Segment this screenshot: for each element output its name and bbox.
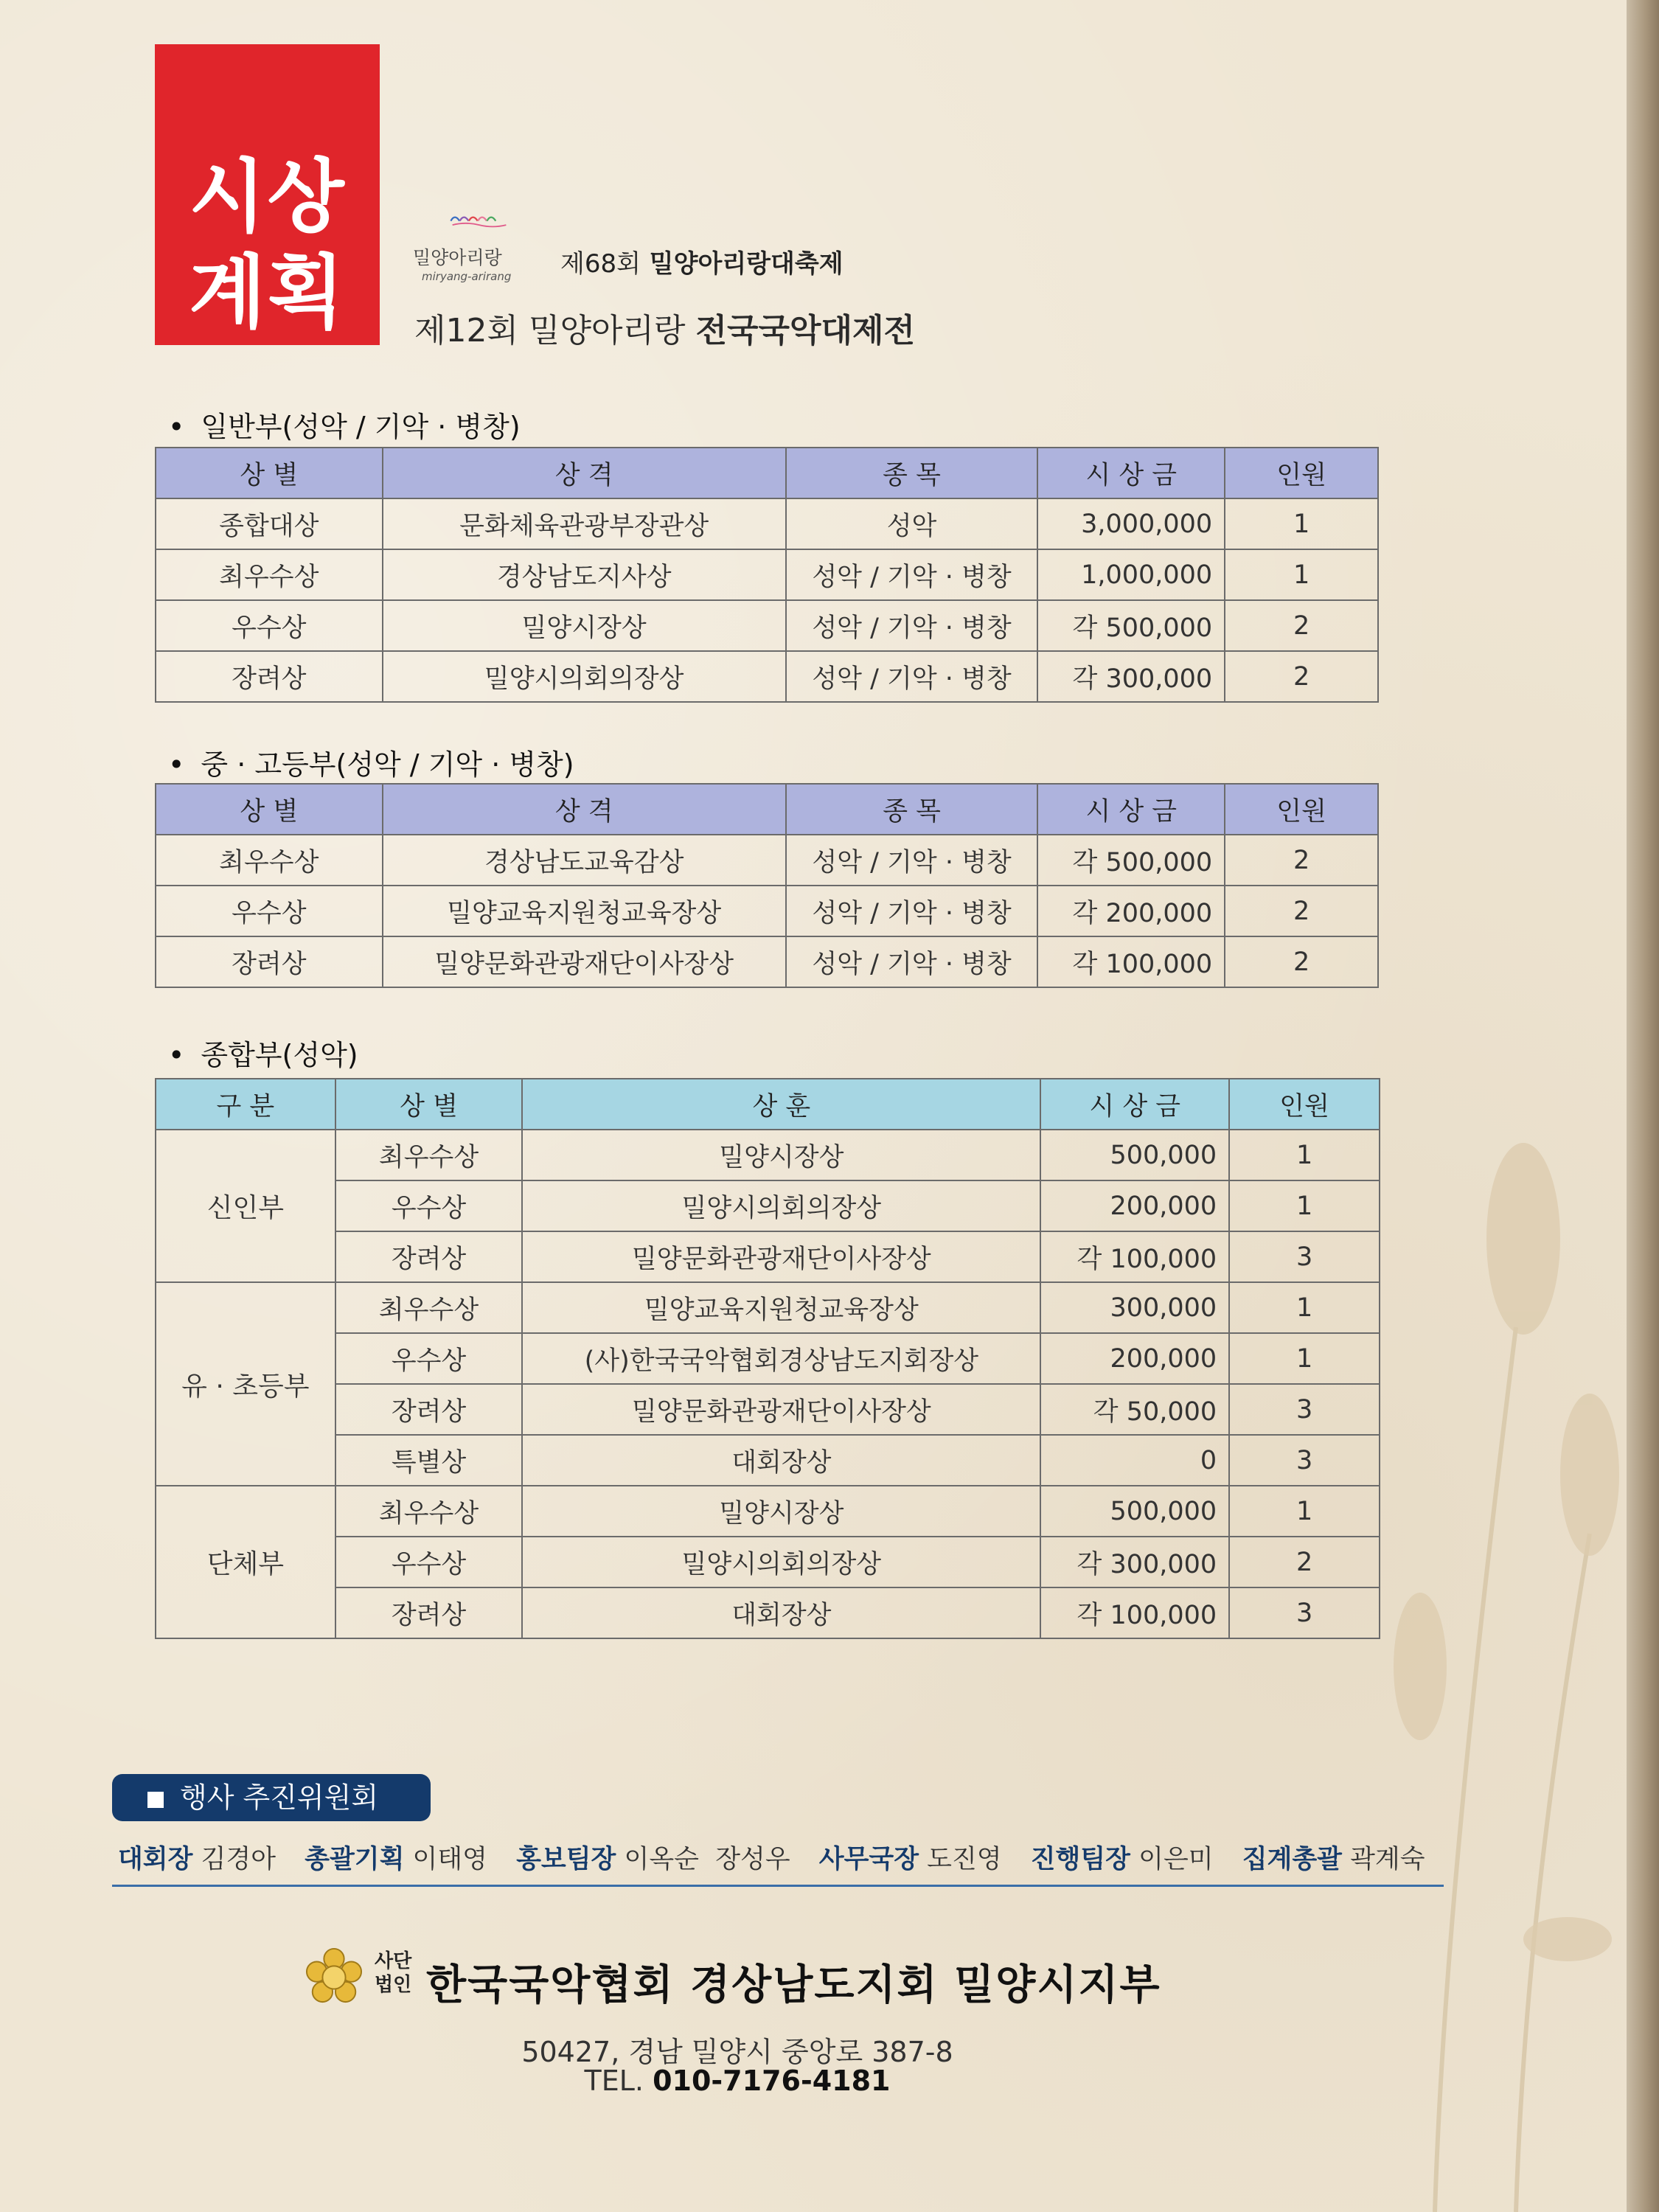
festival-name: 밀양아리랑대축제	[649, 249, 844, 279]
member-names: 도진영	[927, 1845, 1002, 1874]
prize-cell: 각 500,000	[1037, 600, 1225, 651]
prize-cell: 각 100,000	[1037, 936, 1225, 987]
table-header-row	[156, 448, 1378, 498]
count-cell: 1	[1229, 1180, 1380, 1231]
table-row	[156, 1180, 1380, 1231]
award-cell: 우수상	[156, 886, 383, 936]
col-header: 상 별	[156, 784, 383, 835]
festival-title	[560, 243, 844, 279]
org-address: 50427, 경남 밀양시 중앙로 387-8	[521, 2036, 953, 2068]
prize-cell: 각 50,000	[1040, 1384, 1229, 1435]
tel-number: 010-7176-4181	[653, 2065, 891, 2097]
award-title-cell: 문화체육관광부장관상	[383, 498, 786, 549]
table-row	[156, 1333, 1380, 1384]
table-row	[156, 1435, 1380, 1486]
count-cell: 2	[1225, 886, 1378, 936]
category-cell: 성악 / 기악 · 병창	[786, 886, 1038, 936]
table-middle-high	[155, 783, 1379, 988]
col-header: 상 별	[335, 1079, 523, 1130]
member-names: 이옥순 장성우	[624, 1845, 790, 1874]
award-title-cell: 밀양교육지원청교육장상	[383, 886, 786, 936]
honor-cell: 밀양문화관광재단이사장상	[522, 1231, 1040, 1282]
logo-text: 밀양아리랑	[413, 247, 502, 268]
table-row	[156, 1384, 1380, 1435]
col-header: 인원	[1225, 784, 1378, 835]
prize-cell: 300,000	[1040, 1282, 1229, 1333]
count-cell: 1	[1229, 1282, 1380, 1333]
prize-cell: 1,000,000	[1037, 549, 1225, 600]
event-prefix: 제12회 밀양아리랑	[414, 312, 686, 349]
col-header: 상 훈	[522, 1079, 1040, 1130]
title-line-1: 시상	[189, 151, 346, 243]
prize-cell: 0	[1040, 1435, 1229, 1486]
category-cell: 성악 / 기악 · 병창	[786, 936, 1038, 987]
org-phone	[0, 2065, 1475, 2097]
count-cell: 2	[1225, 936, 1378, 987]
table-header-row	[156, 1079, 1380, 1130]
title-box	[155, 44, 380, 345]
honor-cell: 대회장상	[522, 1587, 1040, 1638]
award-cell: 최우수상	[156, 549, 383, 600]
honor-cell: (사)한국국악협회경상남도지회장상	[522, 1333, 1040, 1384]
category-cell: 성악 / 기악 · 병창	[786, 549, 1038, 600]
count-cell: 3	[1229, 1435, 1380, 1486]
category-cell: 성악 / 기악 · 병창	[786, 651, 1038, 702]
award-cell: 종합대상	[156, 498, 383, 549]
table-row	[156, 936, 1378, 987]
prize-cell: 500,000	[1040, 1130, 1229, 1180]
award-title-cell: 경상남도교육감상	[383, 835, 786, 886]
festival-prefix: 제68회	[560, 249, 641, 279]
count-cell: 3	[1229, 1587, 1380, 1638]
table-row	[156, 549, 1378, 600]
prize-cell: 각 200,000	[1037, 886, 1225, 936]
honor-cell: 밀양교육지원청교육장상	[522, 1282, 1040, 1333]
count-cell: 1	[1225, 549, 1378, 600]
col-header: 종 목	[786, 448, 1038, 498]
member-role: 집계총괄	[1242, 1845, 1342, 1874]
divider	[112, 1885, 1444, 1887]
award-cell: 장려상	[335, 1384, 523, 1435]
award-cell: 최우수상	[335, 1282, 523, 1333]
member-role: 사무국장	[818, 1845, 919, 1874]
award-cell: 우수상	[335, 1537, 523, 1587]
table-row	[156, 1486, 1380, 1537]
table-row	[156, 1282, 1380, 1333]
col-header: 종 목	[786, 784, 1038, 835]
category-cell: 성악 / 기악 · 병창	[786, 600, 1038, 651]
prize-cell: 각 300,000	[1037, 651, 1225, 702]
member-names: 김경아	[201, 1845, 276, 1874]
category-cell: 성악	[786, 498, 1038, 549]
table-row	[156, 1231, 1380, 1282]
prize-cell: 3,000,000	[1037, 498, 1225, 549]
prize-cell: 각 500,000	[1037, 835, 1225, 886]
award-cell: 장려상	[335, 1587, 523, 1638]
org-prefix-bottom: 법인	[375, 1974, 412, 1996]
tel-label: TEL.	[584, 2065, 644, 2097]
count-cell: 1	[1229, 1486, 1380, 1537]
col-header: 시 상 금	[1037, 448, 1225, 498]
table-row	[156, 498, 1378, 549]
committee-members	[118, 1839, 1425, 1876]
honor-cell: 밀양시장상	[522, 1486, 1040, 1537]
title-line-2: 계획	[189, 247, 346, 339]
col-header: 시 상 금	[1037, 784, 1225, 835]
member-names: 곽계숙	[1350, 1845, 1425, 1874]
honor-cell: 밀양시의회의장상	[522, 1180, 1040, 1231]
award-cell: 최우수상	[335, 1130, 523, 1180]
member-names: 이은미	[1138, 1845, 1214, 1874]
member-names: 이태영	[412, 1845, 487, 1874]
award-title-cell: 밀양시장상	[383, 600, 786, 651]
table-row	[156, 835, 1378, 886]
page-edge	[1627, 0, 1659, 2212]
count-cell: 3	[1229, 1231, 1380, 1282]
col-header: 상 격	[383, 448, 786, 498]
table-row	[156, 1537, 1380, 1587]
count-cell: 3	[1229, 1384, 1380, 1435]
section-heading-general: • 일반부(성악 / 기악 · 병창)	[168, 404, 521, 445]
org-name: 한국국악협회 경상남도지회 밀양시지부	[426, 1961, 1161, 2009]
count-cell: 2	[1225, 651, 1378, 702]
award-cell: 특별상	[335, 1435, 523, 1486]
count-cell: 2	[1229, 1537, 1380, 1587]
award-title-cell: 밀양시의회의장상	[383, 651, 786, 702]
award-cell: 우수상	[335, 1180, 523, 1231]
org-prefix-top: 사단	[375, 1950, 412, 1972]
award-cell: 최우수상	[335, 1486, 523, 1537]
prize-cell: 200,000	[1040, 1180, 1229, 1231]
prize-cell: 200,000	[1040, 1333, 1229, 1384]
award-cell: 장려상	[156, 651, 383, 702]
honor-cell: 밀양시장상	[522, 1130, 1040, 1180]
arirang-logo-icon	[413, 211, 546, 248]
section-heading-combined: • 종합부(성악)	[168, 1032, 358, 1073]
award-cell: 최우수상	[156, 835, 383, 886]
square-icon	[147, 1792, 164, 1808]
prize-cell: 500,000	[1040, 1486, 1229, 1537]
group-cell: 단체부	[156, 1486, 335, 1638]
prize-cell: 각 100,000	[1040, 1231, 1229, 1282]
award-title-cell: 경상남도지사상	[383, 549, 786, 600]
col-header: 인원	[1225, 448, 1378, 498]
prize-cell: 각 100,000	[1040, 1587, 1229, 1638]
col-header: 상 별	[156, 448, 383, 498]
table-combined	[155, 1078, 1380, 1639]
honor-cell: 밀양시의회의장상	[522, 1537, 1040, 1587]
award-title-cell: 밀양문화관광재단이사장상	[383, 936, 786, 987]
committee-label	[112, 1774, 431, 1821]
group-cell: 유 · 초등부	[156, 1282, 335, 1486]
member-role: 총괄기획	[305, 1845, 405, 1874]
count-cell: 1	[1229, 1333, 1380, 1384]
count-cell: 1	[1229, 1130, 1380, 1180]
committee-label-text: 행사 추진위원회	[180, 1781, 379, 1814]
event-name: 전국국악대제전	[695, 312, 916, 349]
award-cell: 장려상	[156, 936, 383, 987]
honor-cell: 대회장상	[522, 1435, 1040, 1486]
category-cell: 성악 / 기악 · 병창	[786, 835, 1038, 886]
member-role: 홍보팀장	[516, 1845, 616, 1874]
count-cell: 2	[1225, 600, 1378, 651]
member-role: 진행팀장	[1030, 1845, 1130, 1874]
event-title	[414, 304, 915, 351]
count-cell: 1	[1225, 498, 1378, 549]
logo-roman: miryang-arirang	[422, 270, 512, 283]
table-row	[156, 886, 1378, 936]
table-row	[156, 651, 1378, 702]
award-cell: 우수상	[156, 600, 383, 651]
group-cell: 신인부	[156, 1130, 335, 1282]
section-heading-middle-high: • 중 · 고등부(성악 / 기악 · 병창)	[168, 742, 574, 782]
prize-cell: 각 300,000	[1040, 1537, 1229, 1587]
honor-cell: 밀양문화관광재단이사장상	[522, 1384, 1040, 1435]
col-header: 상 격	[383, 784, 786, 835]
col-header: 시 상 금	[1040, 1079, 1229, 1130]
member-role: 대회장	[118, 1845, 193, 1874]
table-row	[156, 1587, 1380, 1638]
award-cell: 장려상	[335, 1231, 523, 1282]
org-prefix	[375, 1950, 411, 1997]
association-emblem-icon	[305, 1947, 363, 2006]
count-cell: 2	[1225, 835, 1378, 886]
table-header-row	[156, 784, 1378, 835]
col-header: 인원	[1229, 1079, 1380, 1130]
col-header: 구 분	[156, 1079, 335, 1130]
table-row	[156, 600, 1378, 651]
table-general	[155, 447, 1379, 703]
award-cell: 우수상	[335, 1333, 523, 1384]
table-row	[156, 1130, 1380, 1180]
